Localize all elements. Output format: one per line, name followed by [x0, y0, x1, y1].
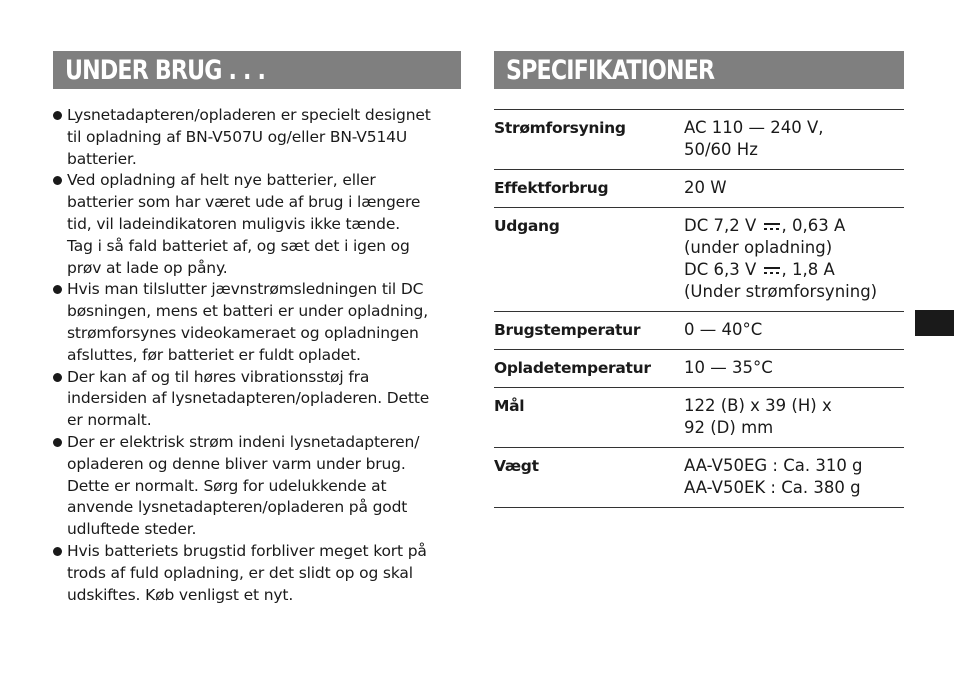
- spec-row-power-consumption: Effektforbrug 20 W: [494, 170, 904, 208]
- usage-note-3: Hvis man tilslutter jævnstrømsledningen til DC bøsningen, mens et batteri er under opladning, strømforsynes videokameraet og opladningen afsluttes, før batteriet er fuldt opladet.: [53, 279, 463, 366]
- under-brug-title: UNDER BRUG . . .: [65, 54, 266, 86]
- spec-row-output: Udgang DC 7,2 V , 0,63 A (under opladning) DC 6,3 V , 1,8 A (Under strømforsyning): [494, 208, 904, 312]
- spec-row-weight: Vægt AA-V50EG : Ca. 310 g AA-V50EK : Ca. 380 g: [494, 448, 904, 508]
- spec-row-operating-temperature: Brugstemperatur 0 — 40°C: [494, 312, 904, 350]
- section-tab-marker: [915, 310, 954, 336]
- dc-symbol-icon: [764, 223, 780, 231]
- bullet-dot-icon: [53, 111, 62, 120]
- bullet-dot-icon: [53, 285, 62, 294]
- bullet-dot-icon: [53, 547, 62, 556]
- bullet-dot-icon: [53, 373, 62, 382]
- spec-row-power-supply: Strømforsyning AC 110 — 240 V, 50/60 Hz: [494, 110, 904, 170]
- spec-table: [494, 109, 904, 508]
- usage-note-5: Der er elektrisk strøm indeni lysnetadapteren/ opladeren og denne bliver varm under brug. Dette er normalt. Sørg for udelukkende at anvende lysnetadapteren/opladeren på godt udluftede steder.: [53, 432, 463, 541]
- under-brug-header: [53, 51, 461, 89]
- bullet-dot-icon: [53, 438, 62, 447]
- spec-row-charging-temperature: Opladetemperatur 10 — 35°C: [494, 350, 904, 388]
- specifikationer-header: [494, 51, 904, 89]
- usage-note-6: Hvis batteriets brugstid forbliver meget kort på trods af fuld opladning, er det slidt op og skal udskiftes. Køb venligst et nyt.: [53, 541, 463, 606]
- bullet-dot-icon: [53, 176, 62, 185]
- spec-row-dimensions: Mål 122 (B) x 39 (H) x 92 (D) mm: [494, 388, 904, 448]
- specifikationer-title: SPECIFIKATIONER: [506, 54, 715, 86]
- dc-symbol-icon: [764, 267, 780, 275]
- usage-note-1: Lysnetadapteren/opladeren er specielt designet til opladning af BN-V507U og/eller BN-V514U batterier.: [53, 105, 463, 170]
- usage-notes-list: [53, 105, 463, 606]
- usage-note-2: Ved opladning af helt nye batterier, eller batterier som har været ude af brug i længere tid, vil ladeindikatoren muligvis ikke tænde. Tag i så fald batteriet af, og sæt det i igen og prøv at lade op påny.: [53, 170, 463, 279]
- usage-note-4: Der kan af og til høres vibrationsstøj fra indersiden af lysnetadapteren/opladeren. Dette er normalt.: [53, 367, 463, 432]
